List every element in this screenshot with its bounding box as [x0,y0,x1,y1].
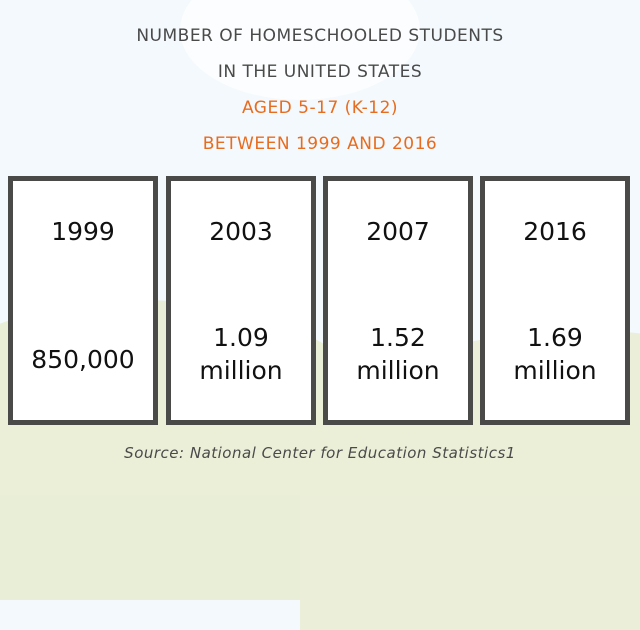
box-value [13,343,153,376]
box-year: 1999 [51,217,115,246]
box-value [171,321,311,387]
title-line-1: NUMBER OF HOMESCHOOLED STUDENTS [136,26,504,46]
subtitle-year-range: BETWEEN 1999 AND 2016 [202,134,438,154]
box-year: 2003 [209,217,273,246]
box-value-unit: million [199,356,283,385]
box-value-number: 1.69 [527,323,583,352]
box-value-number: 1.52 [370,323,426,352]
source-citation: Source: National Center for Education Statistics1 [124,444,516,462]
box-year: 2007 [366,217,430,246]
stat-box-2007 [323,176,473,425]
stat-box-2003 [166,176,316,425]
box-value-unit: million [356,356,440,385]
box-value [328,321,468,387]
box-value-number: 1.09 [213,323,269,352]
stat-box-1999 [8,176,158,425]
box-value-number: 850,000 [31,345,135,374]
subtitle-age-range: AGED 5-17 (K-12) [241,98,399,118]
title-block [0,18,640,162]
box-year: 2016 [523,217,587,246]
stat-box-2016 [480,176,630,425]
box-value [485,321,625,387]
box-value-unit: million [513,356,597,385]
title-line-2: IN THE UNITED STATES [217,62,423,82]
